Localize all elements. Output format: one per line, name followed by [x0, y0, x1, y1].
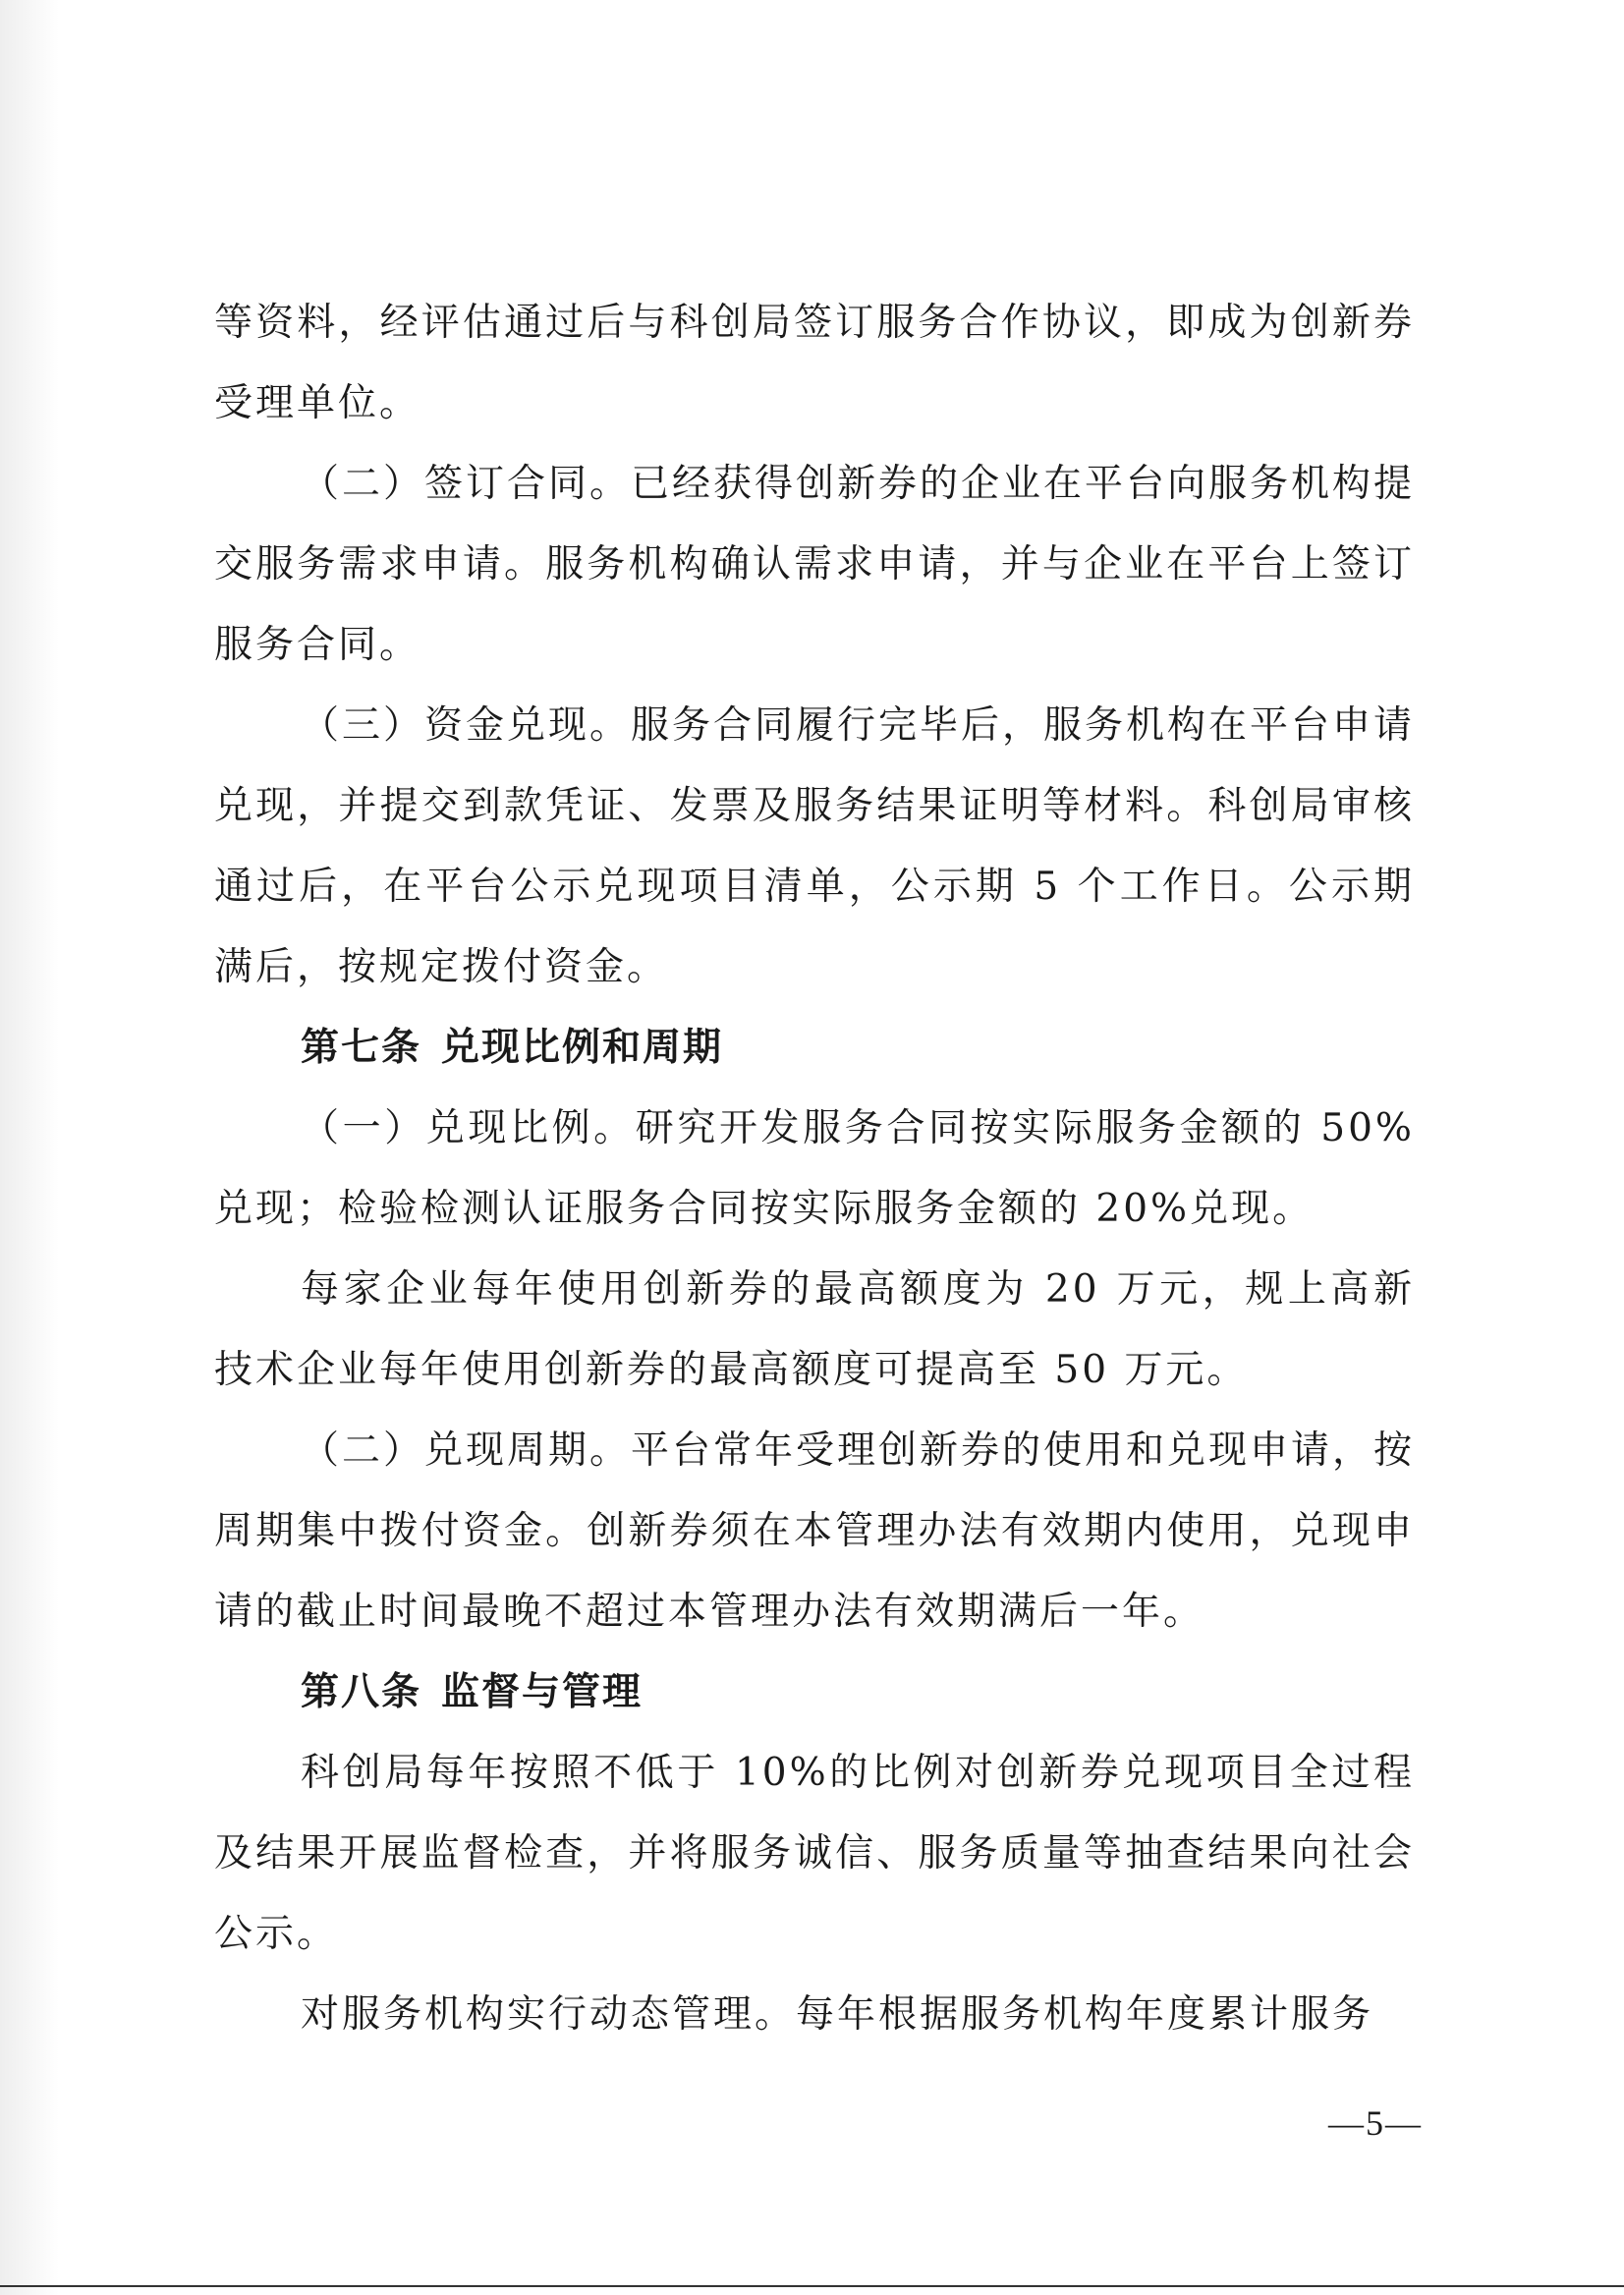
article-7-number: 第七条 [301, 1026, 422, 1070]
scan-bottom-edge [0, 2285, 1624, 2287]
scan-binding-edge [0, 0, 59, 2295]
article-7-heading [214, 1008, 1415, 1089]
paragraph-fund-redemption: （三）资金兑现。服务合同履行完毕后，服务机构在平台申请兑现，并提交到款凭证、发票及服务结果证明等材料。科创局审核通过后，在平台公示兑现项目清单，公示期 5 个工作日。公示期满后，按规定拨付资金。 [214, 703, 1416, 989]
page-number: —5— [1328, 2103, 1423, 2143]
paragraph-redemption-cycle: （二）兑现周期。平台常年受理创新券的使用和兑现申请，按周期集中拨付资金。创新券须在本管理办法有效期内使用，兑现申请的截止时间最晚不超过本管理办法有效期满后一年。 [214, 1428, 1416, 1634]
paragraph-redemption-ratio: （一）兑现比例。研究开发服务合同按实际服务金额的 50%兑现；检验检测认证服务合同按实际服务金额的 20%兑现。 [214, 1106, 1415, 1231]
paragraph-sign-contract: （二）签订合同。已经获得创新券的企业在平台向服务机构提交服务需求申请。服务机构确认需求申请，并与企业在平台上签订服务合同。 [214, 462, 1416, 667]
paragraph-dynamic-management: 对服务机构实行动态管理。每年根据服务机构年度累计服务 [301, 1992, 1374, 2037]
article-8-title: 监督与管理 [441, 1670, 644, 1714]
paragraph-supervision: 科创局每年按照不低于 10%的比例对创新券兑现项目全过程及结果开展监督检查，并将服务诚信、服务质量等抽查结果向社会公示。 [214, 1751, 1415, 1956]
body-text [214, 283, 1415, 2055]
paragraph-continuation: 等资料，经评估通过后与科创局签订服务合作协议，即成为创新券受理单位。 [214, 301, 1415, 425]
article-8-number: 第八条 [301, 1670, 422, 1714]
article-7-title: 兑现比例和周期 [441, 1026, 724, 1070]
article-8-heading [214, 1652, 1415, 1733]
paragraph-annual-limit: 每家企业每年使用创新券的最高额度为 20 万元，规上高新技术企业每年使用创新券的最高额度可提高至 50 万元。 [214, 1267, 1415, 1392]
